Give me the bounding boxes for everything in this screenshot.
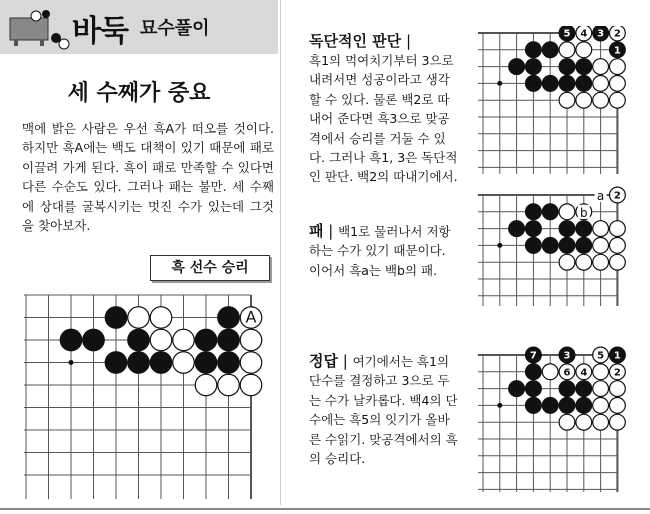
column-subtitle: 묘수풀이 [140,18,210,39]
black-stone [526,221,542,237]
point-label: A [245,307,257,327]
move-number: 6 [563,367,571,379]
column-divider [280,0,281,505]
black-stone [576,398,592,414]
diagram-false-judgment [478,26,640,174]
move-number: 7 [529,350,537,362]
black-stone [542,238,558,254]
black-stone [105,352,127,374]
move-number: 3 [563,350,571,362]
white-stone [610,398,626,414]
white-stone [173,329,195,351]
black-stone [195,329,217,351]
white-stone [218,374,240,396]
black-stone [576,381,592,397]
white-stone [593,398,609,414]
black-stone [509,59,525,75]
white-stone [559,414,575,430]
move-number: 2 [613,190,621,202]
black-stone [218,352,240,374]
column-title: 바둑 [72,14,128,49]
black-stone [105,307,127,329]
section-heading: 패 [309,222,324,240]
move-number: 5 [563,28,571,40]
black-stone [526,42,542,58]
white-stone [576,414,592,430]
black-stone [150,352,172,374]
black-stone [576,59,592,75]
star-point [69,360,74,365]
white-stone [559,92,575,108]
white-stone [240,352,262,374]
white-stone [610,381,626,397]
move-number: 5 [597,350,605,362]
black-stone [128,352,150,374]
black-stone [218,329,240,351]
black-stone [526,398,542,414]
black-stone [526,76,542,92]
problem-caption: 흑 선수 승리 [150,255,270,281]
black-stone [60,329,82,351]
black-stone [576,238,592,254]
black-stone [559,238,575,254]
white-stone [610,254,626,270]
diagram-ko [478,186,640,306]
white-stone [559,254,575,270]
section-text: 여기에서는 흑1의 단수를 결정하고 3으로 두는 수가 날카롭다. 백4의 단수에는 흑5의 잇기가 올바른 수읽기. 맞공격에서의 흑의 승리다. [309,354,458,467]
white-stone [610,414,626,430]
white-stone [576,254,592,270]
black-stone [559,76,575,92]
section-ko: 패 | 백1로 물러나서 저항하는 수가 있기 때문이다. 이어서 흑a는 백b의 패. [309,222,451,278]
move-number: 2 [613,28,621,40]
white-stone [173,352,195,374]
black-stone [576,76,592,92]
black-stone [526,59,542,75]
white-stone [593,414,609,430]
star-point [497,403,502,408]
move-number: 1 [613,350,621,362]
section-text: 백1로 물러나서 저항하는 수가 있기 때문이다. 이어서 흑a는 백b의 패. [309,224,451,278]
white-stone [593,238,609,254]
point-label: a [596,189,605,203]
black-stone [559,381,575,397]
black-stone [542,204,558,220]
white-stone [559,42,575,58]
white-stone [542,364,558,380]
white-stone [593,92,609,108]
white-stone [593,364,609,380]
black-stone [576,221,592,237]
white-stone [593,76,609,92]
white-stone [576,42,592,58]
move-number: 4 [580,367,588,379]
black-stone [542,398,558,414]
point-label: b [579,205,588,220]
white-stone [593,221,609,237]
problem-board [24,294,274,499]
white-stone [610,92,626,108]
black-stone [509,381,525,397]
white-stone [593,381,609,397]
headline: 세 수째가 중요 [67,81,211,106]
black-stone [559,221,575,237]
black-stone [218,307,240,329]
white-stone [559,204,575,220]
move-number: 2 [613,367,621,379]
black-stone [509,221,525,237]
white-stone [593,59,609,75]
black-stone [526,238,542,254]
move-number: 4 [580,28,588,40]
diagram-correct-answer [478,346,640,492]
white-stone [593,254,609,270]
white-stone [576,92,592,108]
white-stone [150,307,172,329]
black-stone [559,398,575,414]
bottom-rule [0,508,650,510]
section-heading: 정답 [309,352,338,370]
white-stone [195,374,217,396]
black-stone [526,381,542,397]
white-stone [610,221,626,237]
white-stone [610,76,626,92]
section-false-judgment: 독단적인 판단 | 흑1의 먹여치기부터 3으로 내려서면 성공이라고 생각할 수 있다. 물론 백2로 따내어 준다면 흑3으로 맞공격에서 승리를 거둘 수 있다. 그러나 흑1, 3은 독단적인 판단. 백2의 따내기에서. [309,30,461,187]
white-stone [610,59,626,75]
intro-paragraph: 맥에 밝은 사람은 우선 흑A가 떠오를 것이다. 하지만 흑A에는 백도 대책이 있기 때문에 패로 이끌려 가게 된다. 흑이 패로 만족할 수 있다면 다른 수순도 있다. 그러나 패는 불만. 세 수째에 상대를 굴복시키는 멋진 수가 있는데 그것을 찾아보자. [22,121,274,234]
section-text: 흑1의 먹여치기부터 3으로 내려서면 성공이라고 생각할 수 있다. 물론 백2로 따내어 준다면 흑3으로 맞공격에서 승리를 거둘 수 있다. 그러나 흑1, 3은 독단적인 판단. 백2의 따내기에서. [309,53,458,185]
section-heading: 독단적인 판단 [309,32,402,50]
white-stone [128,307,150,329]
black-stone [83,329,105,351]
section-correct-answer: 정답 | 여기에서는 흑1의 단수를 결정하고 3으로 두는 수가 날카롭다. 백4의 단수에는 흑5의 잇기가 올바른 수읽기. 맞공격에서의 흑의 승리다. [309,352,458,467]
black-stone [559,59,575,75]
black-stone [128,329,150,351]
white-stone [240,374,262,396]
black-stone [195,352,217,374]
black-stone [542,42,558,58]
white-stone [610,238,626,254]
star-point [497,81,502,86]
star-point [497,243,502,248]
move-number: 3 [597,28,605,40]
move-number: 1 [613,45,621,57]
go-board-logo-icon [8,10,70,52]
black-stone [526,204,542,220]
white-stone [150,329,172,351]
black-stone [542,76,558,92]
white-stone [240,329,262,351]
black-stone [526,364,542,380]
